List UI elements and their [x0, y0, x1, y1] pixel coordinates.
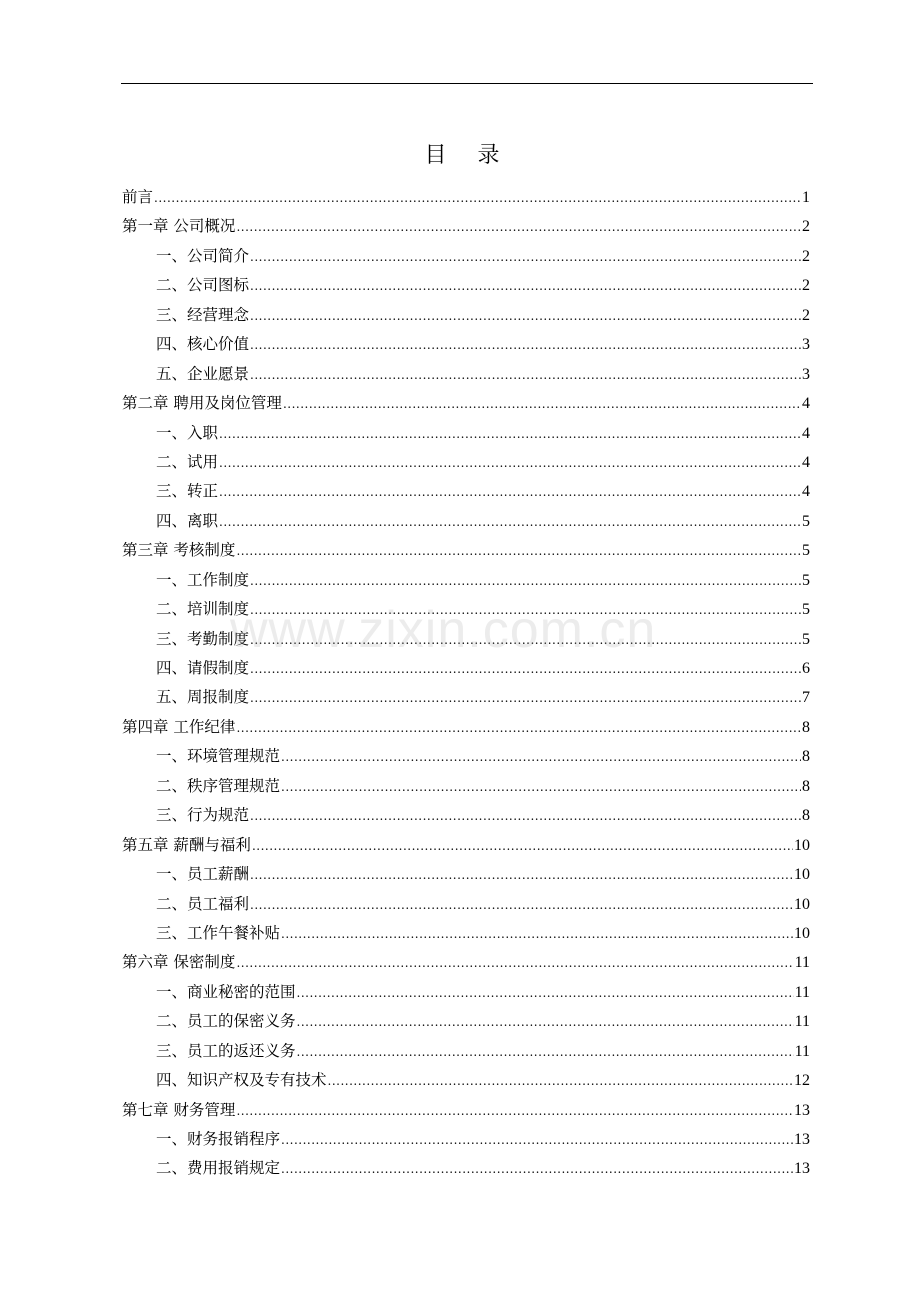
toc-entry-label: 五、周报制度 — [156, 688, 250, 707]
toc-entry-label: 二、培训制度 — [156, 600, 250, 619]
toc-dot-leader — [281, 920, 793, 949]
toc-entry-label: 前言 — [122, 188, 154, 206]
toc-entry[interactable] — [122, 654, 810, 683]
toc-entry-label: 二、员工的保密义务 — [156, 1012, 296, 1031]
toc-entry-page-number: 8 — [802, 807, 810, 825]
toc-entry[interactable] — [122, 271, 810, 300]
toc-dot-leader — [250, 655, 801, 684]
toc-entry-page-number: 5 — [802, 601, 810, 619]
toc-entry-label: 二、秩序管理规范 — [156, 776, 281, 795]
toc-entry-page-number: 2 — [802, 277, 810, 295]
toc-entry-page-number: 5 — [802, 630, 810, 648]
toc-entry[interactable] — [122, 360, 810, 389]
toc-dot-leader — [250, 302, 801, 331]
toc-entry[interactable] — [122, 536, 810, 565]
toc-entry-label: 二、员工福利 — [156, 894, 250, 913]
toc-entry-label: 一、入职 — [156, 423, 219, 442]
toc-entry-page-number: 10 — [794, 866, 810, 884]
toc-entry[interactable] — [122, 1125, 810, 1154]
toc-entry-page-number: 8 — [802, 777, 810, 795]
toc-entry[interactable] — [122, 1037, 810, 1066]
toc-entry-page-number: 8 — [802, 748, 810, 766]
toc-entry-label: 第四章 工作纪律 — [122, 717, 236, 736]
toc-entry-page-number: 4 — [802, 424, 810, 442]
toc-entry[interactable] — [122, 1066, 810, 1095]
toc-dot-leader — [250, 272, 801, 301]
toc-dot-leader — [297, 1008, 794, 1037]
toc-entry[interactable] — [122, 772, 810, 801]
toc-entry-page-number: 1 — [802, 189, 810, 206]
toc-entry-label: 三、工作午餐补贴 — [156, 923, 281, 942]
toc-entry-label: 一、环境管理规范 — [156, 747, 281, 766]
toc-dot-leader — [297, 1038, 794, 1067]
toc-entry[interactable] — [122, 890, 810, 919]
toc-entry-label: 五、企业愿景 — [156, 364, 250, 383]
toc-entry-page-number: 11 — [794, 1042, 810, 1060]
toc-dot-leader — [252, 832, 793, 861]
toc-entry-page-number: 4 — [802, 453, 810, 471]
toc-dot-leader — [154, 184, 801, 213]
toc-entry[interactable] — [122, 831, 810, 860]
toc-entry-label: 三、行为规范 — [156, 806, 250, 825]
toc-entry[interactable] — [122, 1154, 810, 1183]
toc-dot-leader — [250, 891, 793, 920]
toc-dot-leader — [236, 714, 801, 743]
header-rule — [121, 83, 813, 84]
toc-entry-label: 一、员工薪酬 — [156, 865, 250, 884]
toc-entry-page-number: 13 — [794, 1160, 810, 1178]
toc-entry-page-number: 4 — [802, 483, 810, 501]
toc-entry[interactable] — [122, 183, 810, 212]
toc-entry-page-number: 7 — [802, 689, 810, 707]
toc-entry-label: 一、商业秘密的范围 — [156, 982, 296, 1001]
toc-entry[interactable] — [122, 477, 810, 506]
watermark: www.zixin.com.cn — [230, 601, 657, 659]
toc-dot-leader — [281, 1126, 793, 1155]
toc-entry-page-number: 11 — [794, 1013, 810, 1031]
toc-dot-leader — [297, 979, 794, 1008]
toc-entry[interactable] — [122, 448, 810, 477]
toc-dot-leader — [250, 567, 801, 596]
toc-dot-leader — [236, 949, 793, 978]
toc-entry-label: 第五章 薪酬与福利 — [122, 835, 251, 854]
toc-entry-label: 第二章 聘用及岗位管理 — [122, 394, 282, 413]
toc-dot-leader — [250, 684, 801, 713]
toc-entry[interactable] — [122, 330, 810, 359]
toc-dot-leader — [219, 478, 801, 507]
toc-entry-label: 二、费用报销规定 — [156, 1159, 281, 1178]
toc-entry[interactable] — [122, 595, 810, 624]
toc-entry-page-number: 5 — [802, 542, 810, 560]
toc-entry[interactable] — [122, 301, 810, 330]
toc-entry[interactable] — [122, 389, 810, 418]
toc-dot-leader — [250, 243, 801, 272]
toc-entry-page-number: 10 — [794, 836, 810, 854]
toc-entry-label: 三、考勤制度 — [156, 629, 250, 648]
toc-entry-page-number: 11 — [794, 954, 810, 972]
toc-dot-leader — [236, 1097, 793, 1126]
toc-dot-leader — [250, 331, 801, 360]
toc-dot-leader — [219, 508, 801, 537]
toc-entry-page-number: 3 — [802, 336, 810, 354]
toc-entry-label: 第六章 保密制度 — [122, 953, 236, 972]
toc-entry[interactable] — [122, 713, 810, 742]
toc-entry[interactable] — [122, 978, 810, 1007]
toc-entry[interactable] — [122, 1096, 810, 1125]
toc-dot-leader — [236, 213, 801, 242]
toc-dot-leader — [250, 861, 793, 890]
toc-entry-page-number: 6 — [802, 660, 810, 677]
toc-entry-label: 一、公司简介 — [156, 246, 250, 265]
toc-entry[interactable] — [122, 1007, 810, 1036]
toc-entry-label: 一、工作制度 — [156, 570, 250, 589]
toc-entry[interactable] — [122, 948, 810, 977]
toc-entry-page-number: 11 — [794, 983, 810, 1001]
toc-dot-leader — [219, 420, 801, 449]
toc-dot-leader — [281, 773, 801, 802]
toc-dot-leader — [281, 1155, 793, 1184]
toc-dot-leader — [250, 802, 801, 831]
toc-entry-page-number: 5 — [802, 571, 810, 589]
toc-entry-page-number: 13 — [794, 1131, 810, 1148]
toc-dot-leader — [236, 537, 801, 566]
toc-entry-label: 二、公司图标 — [156, 276, 250, 295]
toc-entry-label: 三、经营理念 — [156, 305, 250, 324]
toc-entry-label: 四、核心价值 — [156, 335, 250, 354]
toc-entry[interactable] — [122, 625, 810, 654]
toc-entry-label: 第七章 财务管理 — [122, 1100, 236, 1119]
toc-entry-label: 三、转正 — [156, 482, 219, 501]
toc-dot-leader — [219, 449, 801, 478]
toc-entry-label: 四、知识产权及专有技术 — [156, 1071, 327, 1090]
toc-entry-page-number: 5 — [802, 512, 810, 530]
toc-entry-label: 二、试用 — [156, 452, 219, 471]
toc-entry-label: 第三章 考核制度 — [122, 541, 236, 560]
toc-entry[interactable] — [122, 242, 810, 271]
toc-entry[interactable] — [122, 507, 810, 536]
toc-dot-leader — [281, 743, 801, 772]
toc-dot-leader — [250, 361, 801, 390]
toc-entry-page-number: 2 — [802, 218, 810, 236]
toc-entry[interactable] — [122, 919, 810, 948]
toc-entry[interactable] — [122, 212, 810, 241]
toc-entry-label: 一、财务报销程序 — [156, 1130, 281, 1148]
table-of-contents — [122, 183, 810, 1184]
toc-entry-label: 第一章 公司概况 — [122, 217, 236, 236]
toc-entry-page-number: 2 — [802, 247, 810, 265]
toc-dot-leader — [283, 390, 801, 419]
toc-entry[interactable] — [122, 742, 810, 771]
toc-entry-page-number: 3 — [802, 365, 810, 383]
toc-entry-page-number: 2 — [802, 306, 810, 324]
toc-entry-label: 三、员工的返还义务 — [156, 1041, 296, 1060]
toc-entry-page-number: 4 — [802, 395, 810, 413]
toc-entry-page-number: 13 — [794, 1101, 810, 1119]
toc-entry-page-number: 10 — [794, 924, 810, 942]
toc-dot-leader — [250, 596, 801, 625]
toc-dot-leader — [250, 626, 801, 655]
toc-entry[interactable] — [122, 801, 810, 830]
toc-entry[interactable] — [122, 419, 810, 448]
toc-entry[interactable] — [122, 566, 810, 595]
toc-entry-page-number: 12 — [794, 1072, 810, 1090]
page-title: 目 录 — [424, 143, 512, 168]
toc-entry-page-number: 8 — [802, 718, 810, 736]
toc-entry-label: 四、请假制度 — [156, 659, 250, 677]
toc-entry-page-number: 10 — [794, 895, 810, 913]
toc-entry[interactable] — [122, 860, 810, 889]
toc-entry[interactable] — [122, 683, 810, 712]
toc-entry-label: 四、离职 — [156, 511, 219, 530]
toc-dot-leader — [328, 1067, 793, 1096]
